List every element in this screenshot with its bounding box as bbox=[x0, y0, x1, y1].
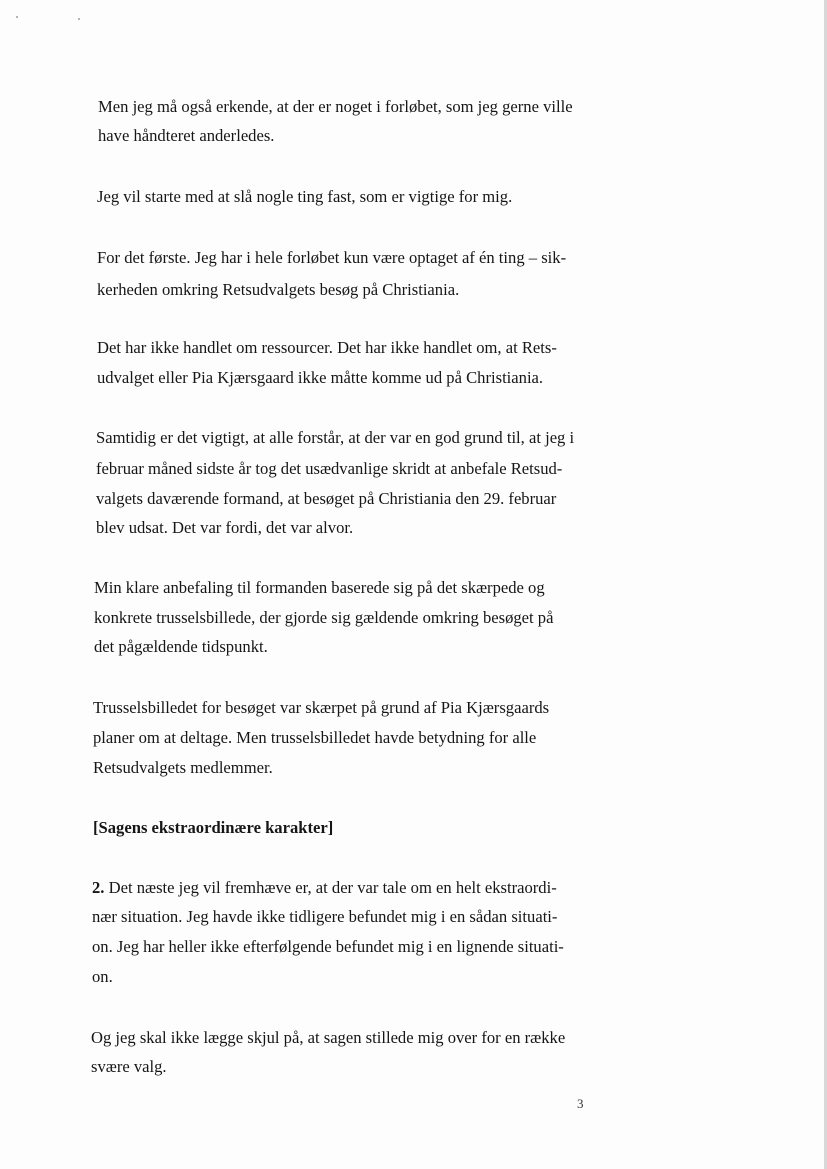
body-line: Og jeg skal ikke lægge skjul på, at sagen stillede mig over for en række bbox=[91, 1028, 566, 1047]
body-line: For det første. Jeg har i hele forløbet kun være optaget af én ting – sik- bbox=[97, 248, 567, 267]
body-line: planer om at deltage. Men trusselsbilledet havde betydning for alle bbox=[93, 728, 537, 747]
paragraph-number: 2. bbox=[92, 878, 105, 897]
scan-speck bbox=[16, 16, 18, 18]
body-line: Jeg vil starte med at slå nogle ting fast, som er vigtige for mig. bbox=[97, 187, 513, 206]
body-line: Samtidig er det vigtigt, at alle forstår, at der var en god grund til, at jeg i bbox=[96, 428, 575, 447]
body-line: on. Jeg har heller ikke efterfølgende befundet mig i en lignende situati- bbox=[92, 937, 564, 956]
body-line: Retsudvalgets medlemmer. bbox=[93, 758, 273, 777]
scan-speck bbox=[78, 18, 80, 20]
body-line: februar måned sidste år tog det usædvanlige skridt at anbefale Retsud- bbox=[96, 459, 563, 478]
body-line: Det har ikke handlet om ressourcer. Det har ikke handlet om, at Rets- bbox=[97, 338, 557, 357]
body-line: have håndteret anderledes. bbox=[98, 126, 275, 145]
body-line: nær situation. Jeg havde ikke tidligere befundet mig i en sådan situati- bbox=[92, 907, 558, 926]
body-line: det pågældende tidspunkt. bbox=[94, 637, 268, 656]
body-line: konkrete trusselsbillede, der gjorde sig gældende omkring besøget på bbox=[94, 608, 554, 627]
numbered-paragraph-first-line bbox=[92, 880, 557, 897]
body-line: Det næste jeg vil fremhæve er, at der var tale om en helt ekstraordi- bbox=[108, 878, 557, 897]
page-number: 3 bbox=[577, 1096, 584, 1111]
body-line: on. bbox=[92, 967, 113, 986]
body-line: valgets daværende formand, at besøget på Christiania den 29. februar bbox=[96, 489, 557, 508]
section-heading: [Sagens ekstraordinære karakter] bbox=[93, 818, 334, 837]
body-line: kerheden omkring Retsudvalgets besøg på Christiania. bbox=[97, 280, 460, 299]
body-line: Trusselsbilledet for besøget var skærpet på grund af Pia Kjærsgaards bbox=[93, 698, 550, 717]
body-line: blev udsat. Det var fordi, det var alvor. bbox=[96, 518, 354, 537]
body-line: Men jeg må også erkende, at der er noget i forløbet, som jeg gerne ville bbox=[98, 97, 573, 116]
body-line: Min klare anbefaling til formanden baserede sig på det skærpede og bbox=[94, 578, 545, 597]
body-line: udvalget eller Pia Kjærsgaard ikke måtte komme ud på Christiania. bbox=[97, 368, 544, 387]
body-line: svære valg. bbox=[91, 1057, 167, 1076]
